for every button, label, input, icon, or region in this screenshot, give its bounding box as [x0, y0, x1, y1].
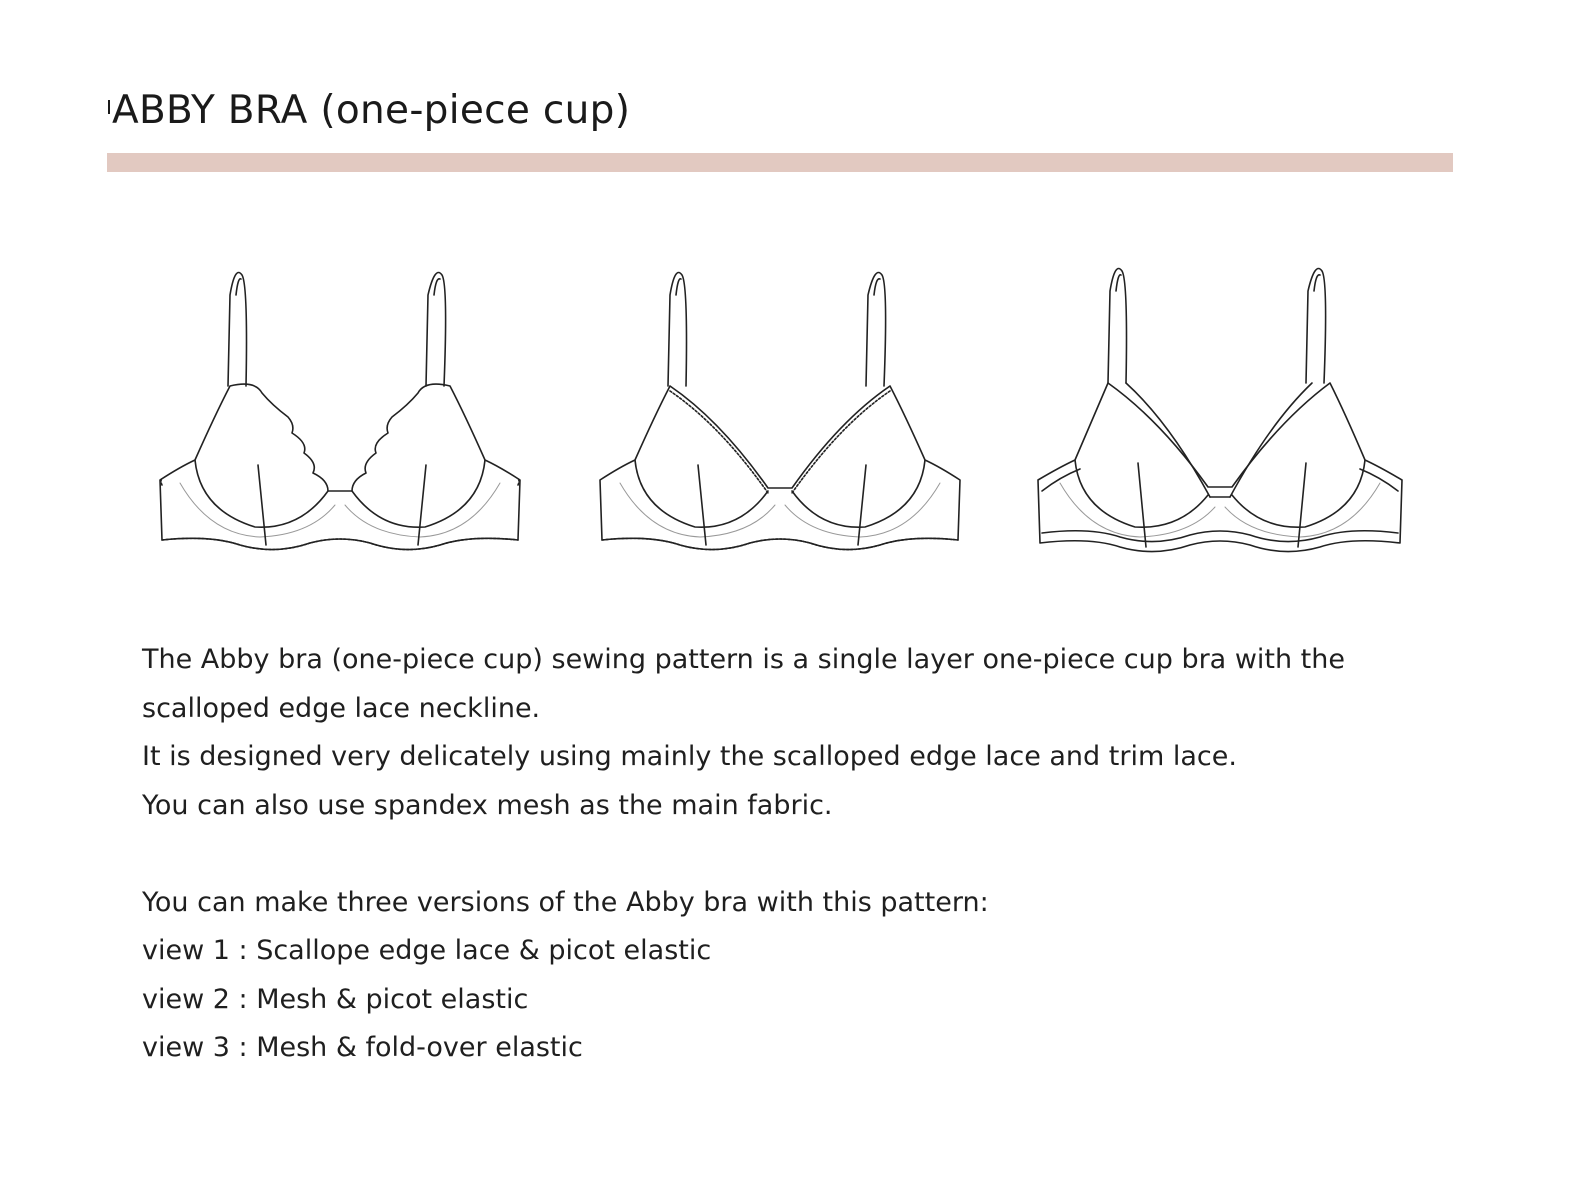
version-item-3: view 3 : Mesh & fold-over elastic — [142, 1032, 583, 1063]
illustrations-row — [140, 255, 1430, 575]
view-1-illustration — [140, 255, 540, 575]
page-title: ABBY BRA (one-piece cup) — [112, 88, 631, 133]
version-item-2: view 2 : Mesh & picot elastic — [142, 983, 529, 1015]
view-3-illustration — [1020, 255, 1420, 575]
view-2-illustration — [580, 255, 980, 575]
title-divider — [107, 153, 1453, 172]
description-line: The Abby bra (one-piece cup) sewing pattern is a single layer one-piece cup bra with the — [142, 644, 1345, 675]
description-block — [142, 636, 1472, 1073]
paragraph-gap — [142, 830, 1472, 879]
version-item-1: view 1 : Scallope edge lace & picot elastic — [142, 935, 712, 966]
versions-intro: You can make three versions of the Abby bra with this pattern: — [142, 886, 989, 918]
title-marker — [108, 100, 110, 114]
description-line: You can also use spandex mesh as the main fabric. — [142, 789, 833, 821]
description-line: scalloped edge lace neckline. — [142, 692, 541, 724]
description-line: It is designed very delicately using mainly the scalloped edge lace and trim lace. — [142, 741, 1237, 772]
